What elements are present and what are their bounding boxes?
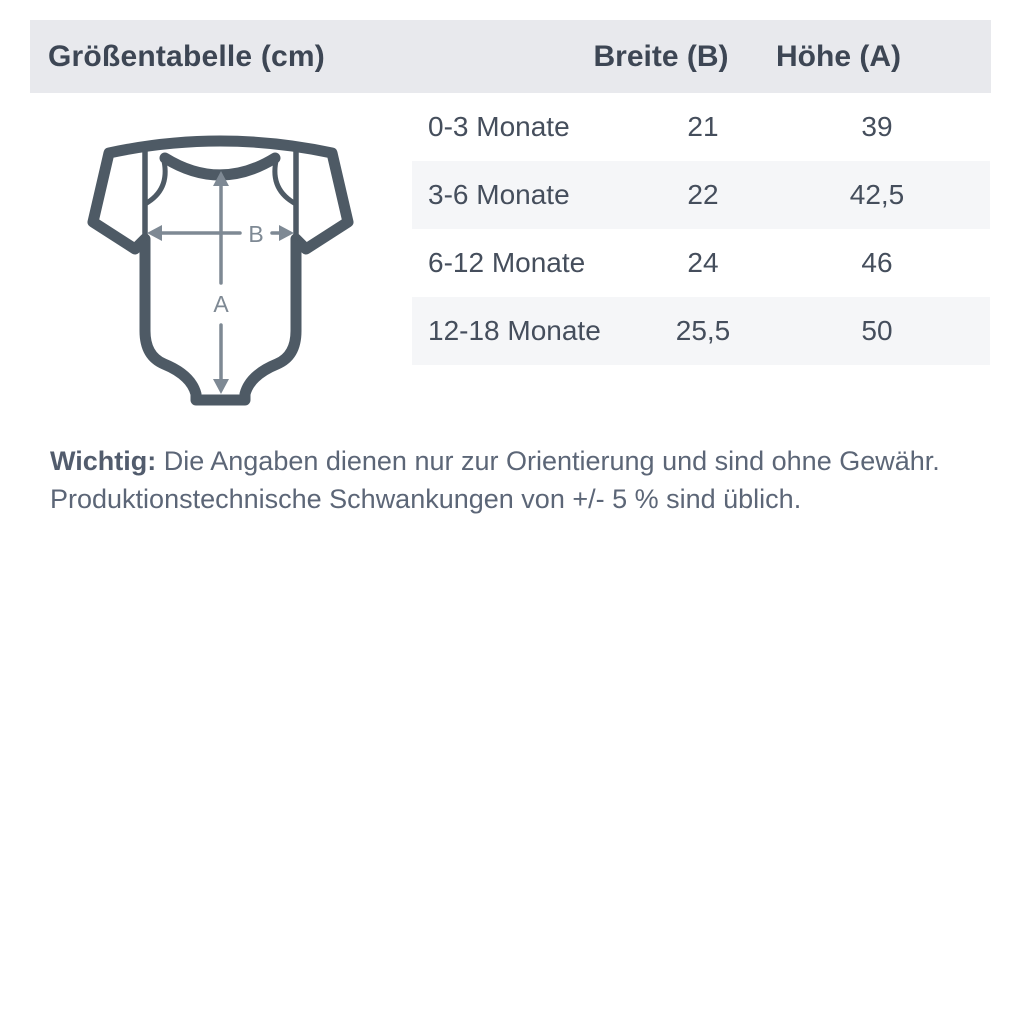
table-row [412, 161, 990, 229]
breite-value: 22 [687, 179, 719, 210]
hoehe-value: 46 [861, 247, 893, 278]
breite-value: 21 [687, 111, 719, 142]
size-label: 3-6 Monate [428, 179, 570, 210]
table-row [412, 229, 990, 297]
height-label-a: A [213, 291, 229, 317]
page-title: Größentabelle (cm) [48, 39, 325, 73]
hoehe-value: 42,5 [849, 179, 905, 210]
note-line-1 [50, 442, 970, 480]
table-header [30, 20, 991, 93]
neckline-path [165, 158, 275, 175]
breite-value: 24 [687, 247, 719, 278]
size-label: 0-3 Monate [428, 111, 570, 142]
note-line-2: Produktionstechnische Schwankungen von +/- 5 % sind üblich. [50, 484, 802, 514]
shoulder-overlap-left [145, 161, 165, 204]
shoulder-overlap-right [275, 161, 296, 204]
note-line-1-text: Die Angaben dienen nur zur Orientierung und sind ohne Gewähr. [156, 446, 940, 476]
size-label: 6-12 Monate [428, 247, 586, 278]
column-header-hoehe: Höhe (A) [776, 39, 901, 73]
width-label-b: B [248, 221, 264, 247]
table-row [412, 297, 990, 365]
size-label: 12-18 Monate [428, 315, 601, 346]
size-table-body [412, 93, 990, 365]
bodysuit-diagram [88, 138, 354, 404]
hoehe-value: 39 [861, 111, 893, 142]
note-lead: Wichtig: [50, 446, 157, 476]
hoehe-value: 50 [861, 315, 893, 346]
table-row [412, 93, 990, 161]
breite-value: 25,5 [675, 315, 731, 346]
disclaimer-note [50, 442, 970, 518]
height-arrowhead-down [213, 379, 229, 394]
column-header-breite: Breite (B) [593, 39, 729, 73]
